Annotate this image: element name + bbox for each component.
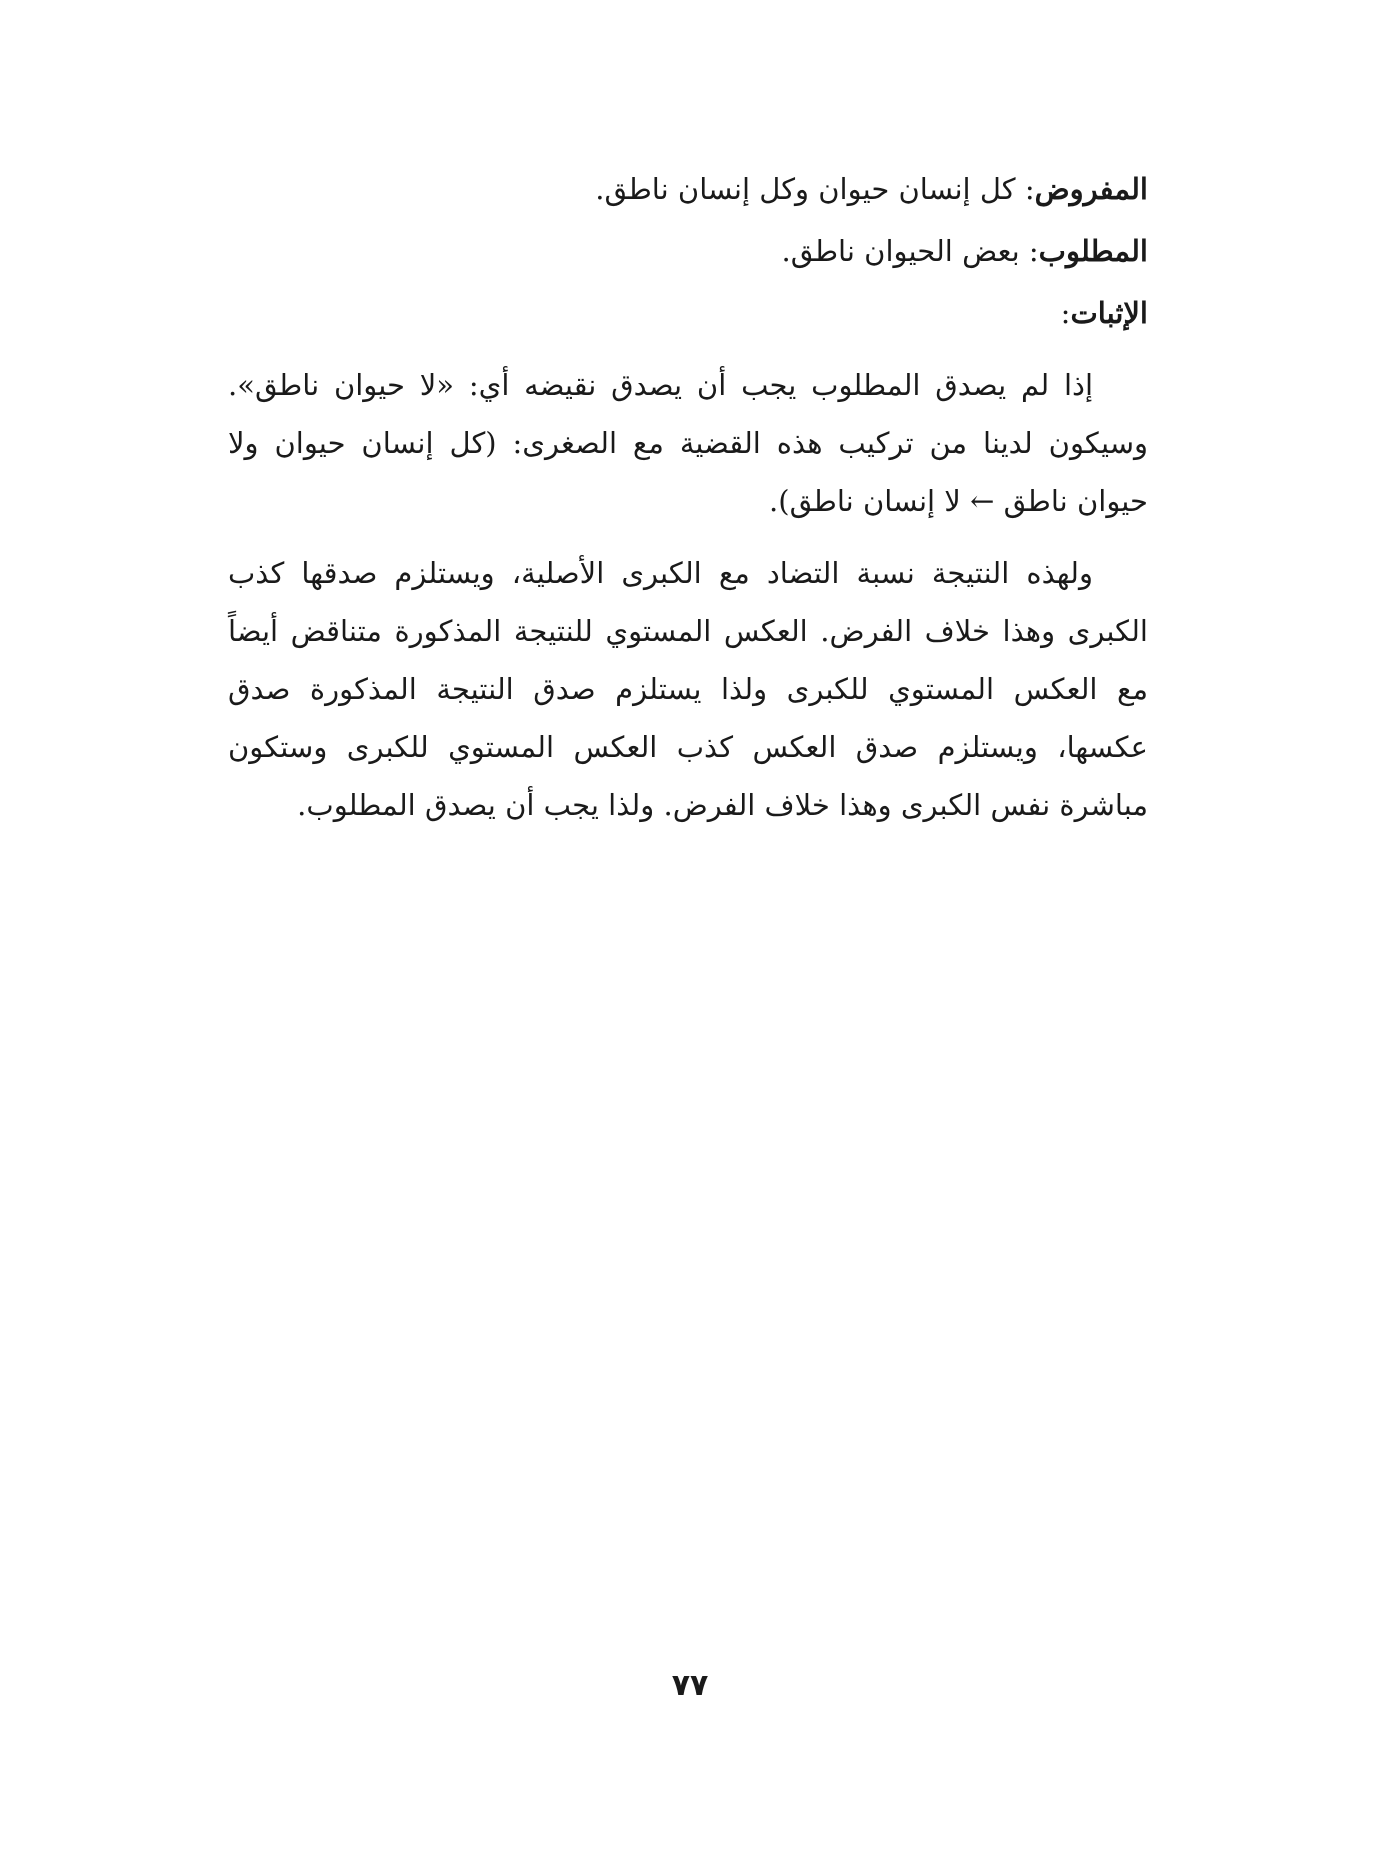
proof-line <box>228 284 1148 342</box>
paragraph-conclusion: ولهذه النتيجة نسبة التضاد مع الكبرى الأصلية، ويستلزم صدقها كذب الكبرى وهذا خلاف الفرض. العكس المستوي للنتيجة المذكورة متناقض أيضاً مع العكس المستوي للكبرى ولذا يستلزم صدق النتيجة المذكورة صدق عكسها، ويستلزم صدق العكس كذب العكس المستوي للكبرى وستكون مباشرة نفس الكبرى وهذا خلاف الفرض. ولذا يجب أن يصدق المطلوب. <box>228 556 1148 822</box>
given-line <box>228 160 1148 218</box>
page-body <box>228 160 1148 834</box>
proof-text: : <box>1060 296 1071 330</box>
given-text: : كل إنسان حيوان وكل إنسان ناطق. <box>595 172 1035 206</box>
page-number: ٧٧ <box>671 1668 709 1703</box>
required-text: : بعض الحيوان ناطق. <box>781 234 1039 268</box>
given-label: المفروض <box>1034 172 1148 206</box>
required-label: المطلوب <box>1038 234 1148 268</box>
paragraph-contradiction: إذا لم يصدق المطلوب يجب أن يصدق نقيضه أي: «لا حيوان ناطق». وسيكون لدينا من تركيب هذه القضية مع الصغرى: (كل إنسان حيوان ولا حيوان ناطق ← لا إنسان ناطق). <box>228 368 1148 518</box>
proof-label: الإثبات <box>1070 296 1148 330</box>
required-line <box>228 222 1148 280</box>
